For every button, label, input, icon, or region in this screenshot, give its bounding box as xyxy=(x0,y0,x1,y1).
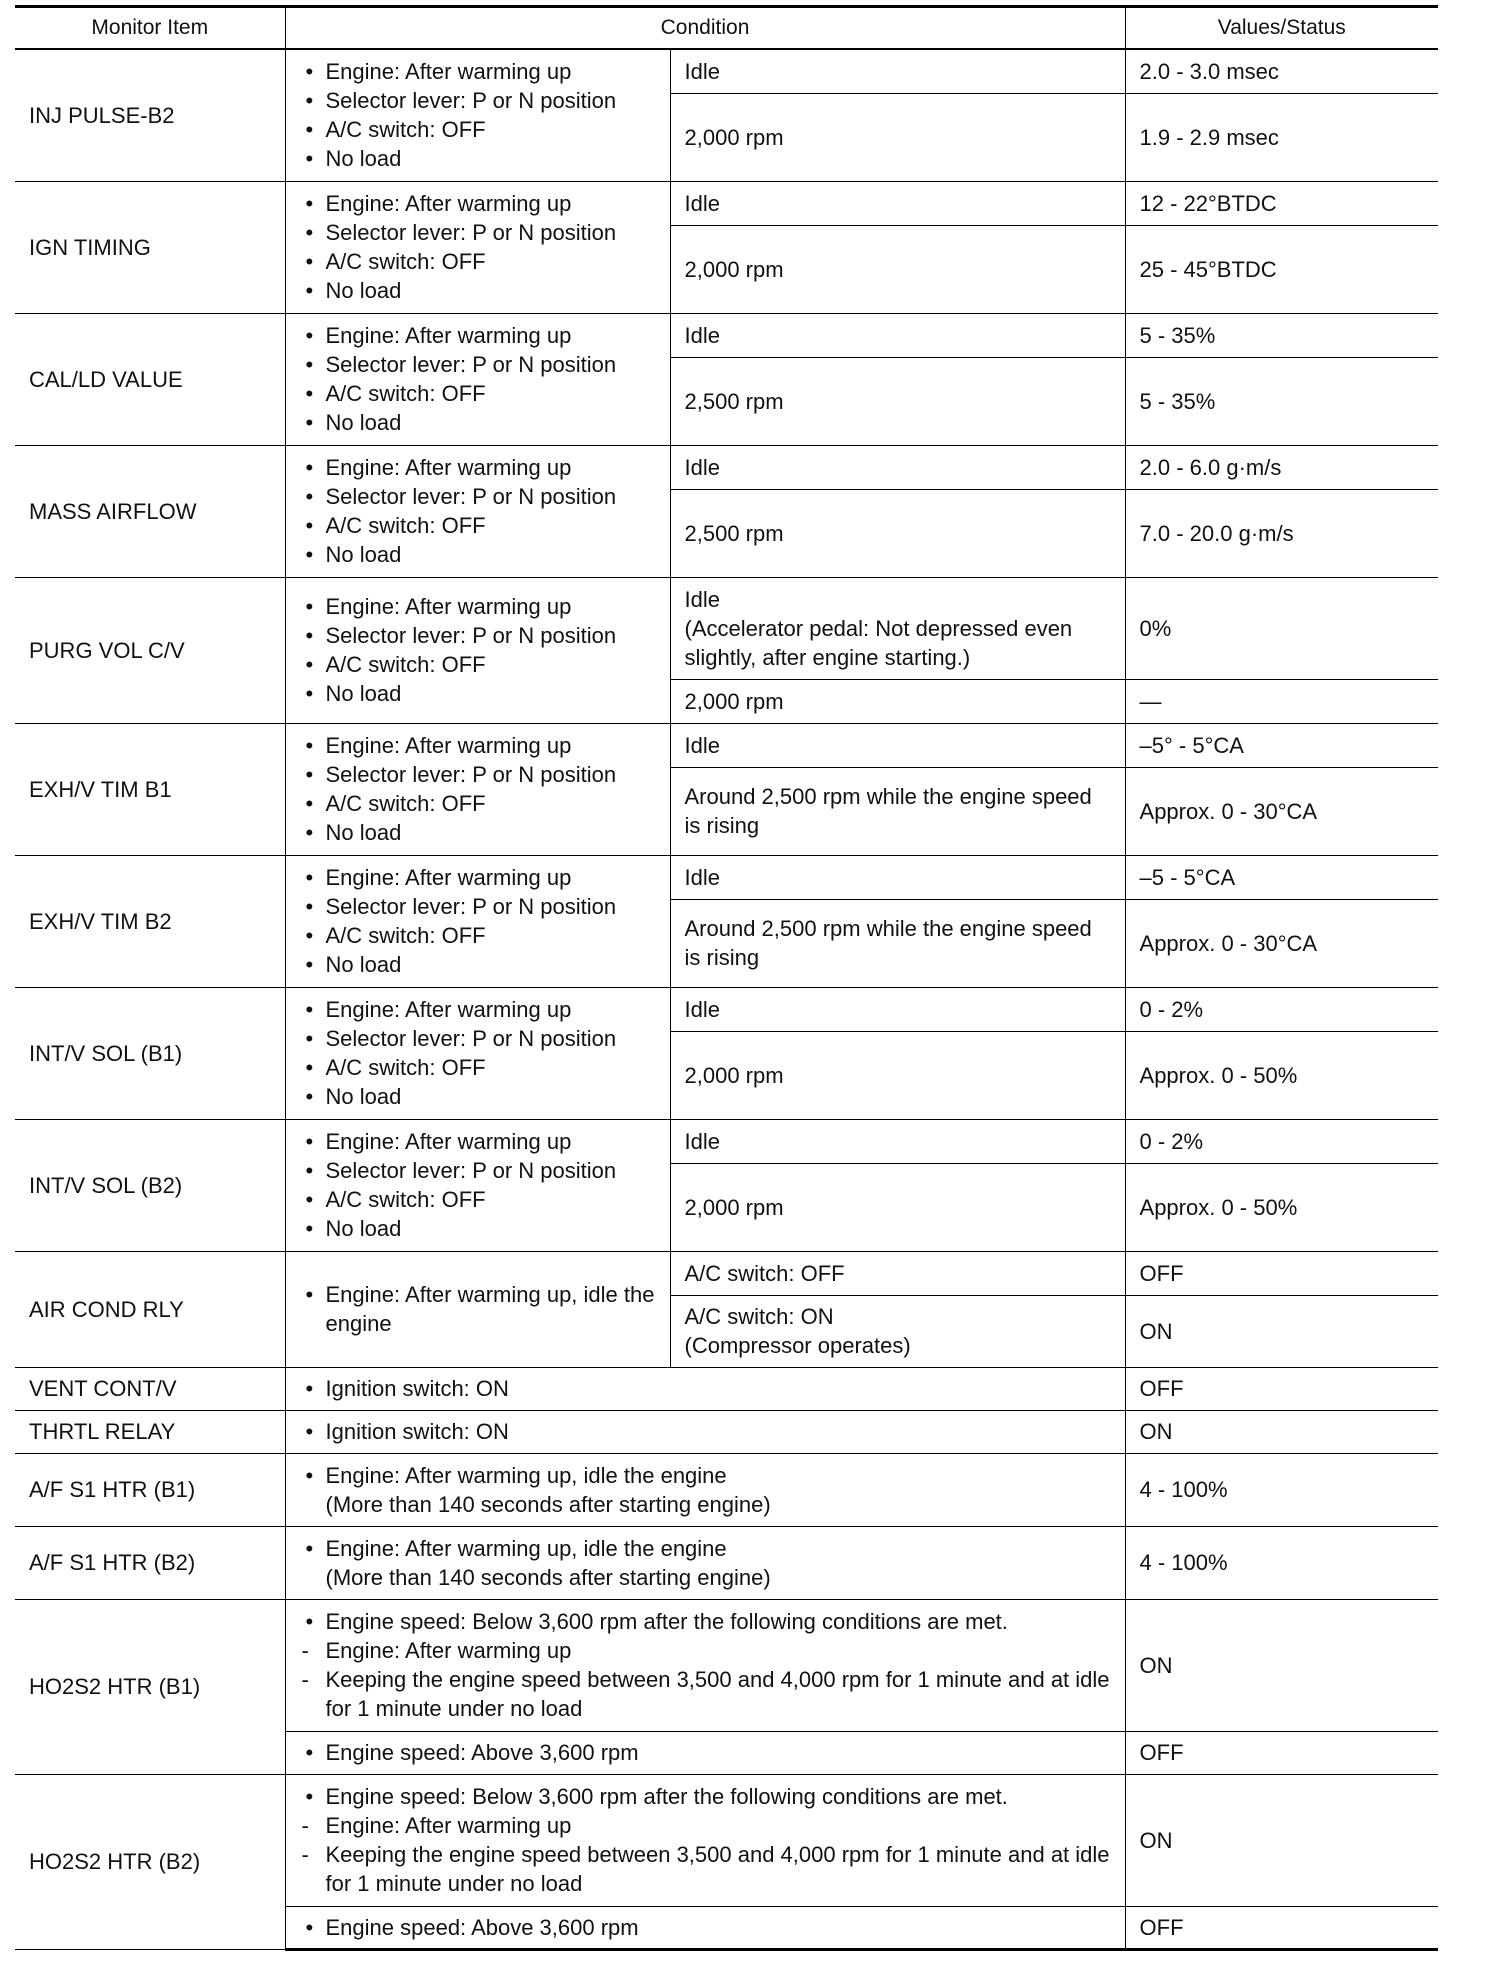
value-cell: 0% xyxy=(1125,577,1438,679)
monitor-item-cell: A/F S1 HTR (B2) xyxy=(15,1526,285,1599)
condition-bullet: • No load xyxy=(298,1082,660,1111)
condition-bullet: • A/C switch: OFF xyxy=(298,789,660,818)
sub-condition-cell: 2,000 rpm xyxy=(670,679,1125,723)
condition-list xyxy=(285,1526,1125,1599)
value-cell: Approx. 0 - 50% xyxy=(1125,1031,1438,1119)
table-row xyxy=(15,1526,1438,1599)
table-header-row xyxy=(15,7,1438,50)
value-cell: 1.9 - 2.9 msec xyxy=(1125,93,1438,181)
monitor-item-cell: A/F S1 HTR (B1) xyxy=(15,1453,285,1526)
condition-bullet: • A/C switch: OFF xyxy=(298,1185,660,1214)
condition-bullet: • Engine: After warming up xyxy=(298,863,660,892)
monitor-item-cell: VENT CONT/V xyxy=(15,1367,285,1410)
sub-condition-cell: A/C switch: OFF xyxy=(670,1251,1125,1295)
condition-sub-item: - Keeping the engine speed between 3,500 and 4,000 rpm for 1 minute and at idle for 1 minute under no load xyxy=(298,1840,1115,1898)
table-row xyxy=(15,1453,1438,1526)
condition-bullet: • No load xyxy=(298,818,660,847)
condition-bullet: • Selector lever: P or N position xyxy=(298,1024,660,1053)
condition-bullet: • No load xyxy=(298,276,660,305)
monitor-item-cell: EXH/V TIM B1 xyxy=(15,723,285,855)
condition-list xyxy=(285,1599,1125,1731)
condition-sub-item: - Keeping the engine speed between 3,500 and 4,000 rpm for 1 minute and at idle for 1 minute under no load xyxy=(298,1665,1115,1723)
table-row xyxy=(15,1599,1438,1731)
table-row xyxy=(15,1410,1438,1453)
value-cell: — xyxy=(1125,679,1438,723)
value-cell: ON xyxy=(1125,1295,1438,1367)
condition-bullet: • Engine: After warming up, idle the engine (More than 140 seconds after starting engine) xyxy=(298,1534,1115,1592)
monitor-item-cell: INT/V SOL (B2) xyxy=(15,1119,285,1251)
value-cell: 4 - 100% xyxy=(1125,1453,1438,1526)
table-row xyxy=(15,1251,1438,1295)
condition-bullet: • A/C switch: OFF xyxy=(298,511,660,540)
monitor-item-cell: EXH/V TIM B2 xyxy=(15,855,285,987)
sub-condition-cell: Idle xyxy=(670,723,1125,767)
condition-bullet: • Engine: After warming up, idle the engine (More than 140 seconds after starting engine) xyxy=(298,1461,1115,1519)
table-row xyxy=(15,1119,1438,1163)
value-cell: 0 - 2% xyxy=(1125,1119,1438,1163)
condition-bullet: • No load xyxy=(298,144,660,173)
table-row xyxy=(15,1367,1438,1410)
condition-bullet: • Ignition switch: ON xyxy=(298,1374,1115,1403)
condition-bullet: • Engine speed: Below 3,600 rpm after the following conditions are met. xyxy=(298,1607,1115,1636)
condition-bullet: • No load xyxy=(298,1214,660,1243)
condition-bullet: • Engine: After warming up xyxy=(298,321,660,350)
sub-condition-cell: Idle xyxy=(670,49,1125,93)
condition-sub-item: - Engine: After warming up xyxy=(298,1636,1115,1665)
sub-condition-cell: Idle xyxy=(670,313,1125,357)
condition-bullet: • Engine: After warming up, idle the engine xyxy=(298,1280,660,1338)
sub-condition-cell: Idle xyxy=(670,1119,1125,1163)
condition-bullet: • Selector lever: P or N position xyxy=(298,1156,660,1185)
condition-bullet: • Selector lever: P or N position xyxy=(298,892,660,921)
condition-bullet: • Engine: After warming up xyxy=(298,995,660,1024)
monitor-item-cell: CAL/LD VALUE xyxy=(15,313,285,445)
value-cell: 0 - 2% xyxy=(1125,987,1438,1031)
sub-condition-cell: 2,000 rpm xyxy=(670,1163,1125,1251)
monitor-item-cell: IGN TIMING xyxy=(15,181,285,313)
condition-list xyxy=(285,313,670,445)
monitor-item-cell: HO2S2 HTR (B2) xyxy=(15,1774,285,1949)
sub-condition-cell: 2,500 rpm xyxy=(670,357,1125,445)
condition-list xyxy=(285,1367,1125,1410)
condition-list xyxy=(285,1774,1125,1906)
condition-sub-item: - Engine: After warming up xyxy=(298,1811,1115,1840)
table-row xyxy=(15,49,1438,93)
sub-condition-cell: Idle xyxy=(670,445,1125,489)
condition-bullet: • Engine speed: Above 3,600 rpm xyxy=(298,1738,1115,1767)
value-cell: 5 - 35% xyxy=(1125,357,1438,445)
condition-bullet: • Engine: After warming up xyxy=(298,57,660,86)
sub-condition-cell: Idle xyxy=(670,987,1125,1031)
header-values-status: Values/Status xyxy=(1125,7,1438,50)
condition-list xyxy=(285,723,670,855)
value-cell: Approx. 0 - 30°CA xyxy=(1125,767,1438,855)
condition-bullet: • Engine: After warming up xyxy=(298,592,660,621)
condition-bullet: • Engine: After warming up xyxy=(298,731,660,760)
table-row xyxy=(15,181,1438,225)
monitor-item-cell: THRTL RELAY xyxy=(15,1410,285,1453)
condition-list xyxy=(285,987,670,1119)
condition-list xyxy=(285,181,670,313)
condition-bullet: • Selector lever: P or N position xyxy=(298,218,660,247)
sub-condition-cell: 2,000 rpm xyxy=(670,225,1125,313)
condition-bullet: • Selector lever: P or N position xyxy=(298,621,660,650)
condition-bullet: • A/C switch: OFF xyxy=(298,379,660,408)
table-row xyxy=(15,987,1438,1031)
sub-condition-cell: Idle xyxy=(670,855,1125,899)
value-cell: 4 - 100% xyxy=(1125,1526,1438,1599)
value-cell: OFF xyxy=(1125,1906,1438,1949)
condition-bullet: • No load xyxy=(298,408,660,437)
value-cell: 5 - 35% xyxy=(1125,313,1438,357)
value-cell: –5 - 5°CA xyxy=(1125,855,1438,899)
condition-bullet: • A/C switch: OFF xyxy=(298,650,660,679)
value-cell: OFF xyxy=(1125,1731,1438,1774)
condition-bullet: • No load xyxy=(298,679,660,708)
sub-condition-cell: Idle xyxy=(670,181,1125,225)
condition-bullet: • Selector lever: P or N position xyxy=(298,86,660,115)
condition-list xyxy=(285,1906,1125,1949)
condition-list xyxy=(285,1410,1125,1453)
sub-condition-cell: Idle (Accelerator pedal: Not depressed even slightly, after engine starting.) xyxy=(670,577,1125,679)
condition-bullet: • A/C switch: OFF xyxy=(298,247,660,276)
header-monitor-item: Monitor Item xyxy=(15,7,285,50)
sub-condition-cell: 2,000 rpm xyxy=(670,93,1125,181)
condition-bullet: • Engine: After warming up xyxy=(298,453,660,482)
condition-bullet: • A/C switch: OFF xyxy=(298,115,660,144)
condition-bullet: • Engine: After warming up xyxy=(298,1127,660,1156)
value-cell: OFF xyxy=(1125,1251,1438,1295)
condition-list xyxy=(285,855,670,987)
sub-condition-cell: 2,000 rpm xyxy=(670,1031,1125,1119)
value-cell: –5° - 5°CA xyxy=(1125,723,1438,767)
condition-bullet: • No load xyxy=(298,950,660,979)
condition-bullet: • Engine speed: Below 3,600 rpm after the following conditions are met. xyxy=(298,1782,1115,1811)
condition-bullet: • No load xyxy=(298,540,660,569)
table-row xyxy=(15,723,1438,767)
table-row xyxy=(15,1774,1438,1906)
condition-list xyxy=(285,445,670,577)
value-cell: 12 - 22°BTDC xyxy=(1125,181,1438,225)
condition-bullet: • Engine speed: Above 3,600 rpm xyxy=(298,1913,1115,1942)
condition-list xyxy=(285,1119,670,1251)
table-row xyxy=(15,445,1438,489)
condition-bullet: • Engine: After warming up xyxy=(298,189,660,218)
monitor-item-cell: AIR COND RLY xyxy=(15,1251,285,1367)
condition-bullet: • A/C switch: OFF xyxy=(298,921,660,950)
monitor-item-cell: INT/V SOL (B1) xyxy=(15,987,285,1119)
value-cell: Approx. 0 - 30°CA xyxy=(1125,899,1438,987)
condition-list xyxy=(285,1251,670,1367)
value-cell: 2.0 - 3.0 msec xyxy=(1125,49,1438,93)
monitor-spec-table xyxy=(15,5,1438,1951)
condition-list xyxy=(285,49,670,181)
monitor-spec-document xyxy=(15,5,1438,1951)
condition-list xyxy=(285,577,670,723)
sub-condition-cell: A/C switch: ON (Compressor operates) xyxy=(670,1295,1125,1367)
table-row xyxy=(15,313,1438,357)
value-cell: 2.0 - 6.0 g·m/s xyxy=(1125,445,1438,489)
sub-condition-cell: 2,500 rpm xyxy=(670,489,1125,577)
header-condition: Condition xyxy=(285,7,1125,50)
condition-bullet: • Selector lever: P or N position xyxy=(298,350,660,379)
value-cell: Approx. 0 - 50% xyxy=(1125,1163,1438,1251)
value-cell: ON xyxy=(1125,1774,1438,1906)
condition-bullet: • Selector lever: P or N position xyxy=(298,482,660,511)
condition-list xyxy=(285,1453,1125,1526)
value-cell: 7.0 - 20.0 g·m/s xyxy=(1125,489,1438,577)
monitor-item-cell: MASS AIRFLOW xyxy=(15,445,285,577)
condition-bullet: • Ignition switch: ON xyxy=(298,1417,1115,1446)
sub-condition-cell: Around 2,500 rpm while the engine speed is rising xyxy=(670,767,1125,855)
table-row xyxy=(15,855,1438,899)
value-cell: ON xyxy=(1125,1599,1438,1731)
monitor-item-cell: INJ PULSE-B2 xyxy=(15,49,285,181)
monitor-item-cell: HO2S2 HTR (B1) xyxy=(15,1599,285,1774)
condition-bullet: • A/C switch: OFF xyxy=(298,1053,660,1082)
sub-condition-cell: Around 2,500 rpm while the engine speed is rising xyxy=(670,899,1125,987)
monitor-item-cell: PURG VOL C/V xyxy=(15,577,285,723)
value-cell: ON xyxy=(1125,1410,1438,1453)
value-cell: 25 - 45°BTDC xyxy=(1125,225,1438,313)
table-row xyxy=(15,577,1438,679)
condition-bullet: • Selector lever: P or N position xyxy=(298,760,660,789)
value-cell: OFF xyxy=(1125,1367,1438,1410)
condition-list xyxy=(285,1731,1125,1774)
